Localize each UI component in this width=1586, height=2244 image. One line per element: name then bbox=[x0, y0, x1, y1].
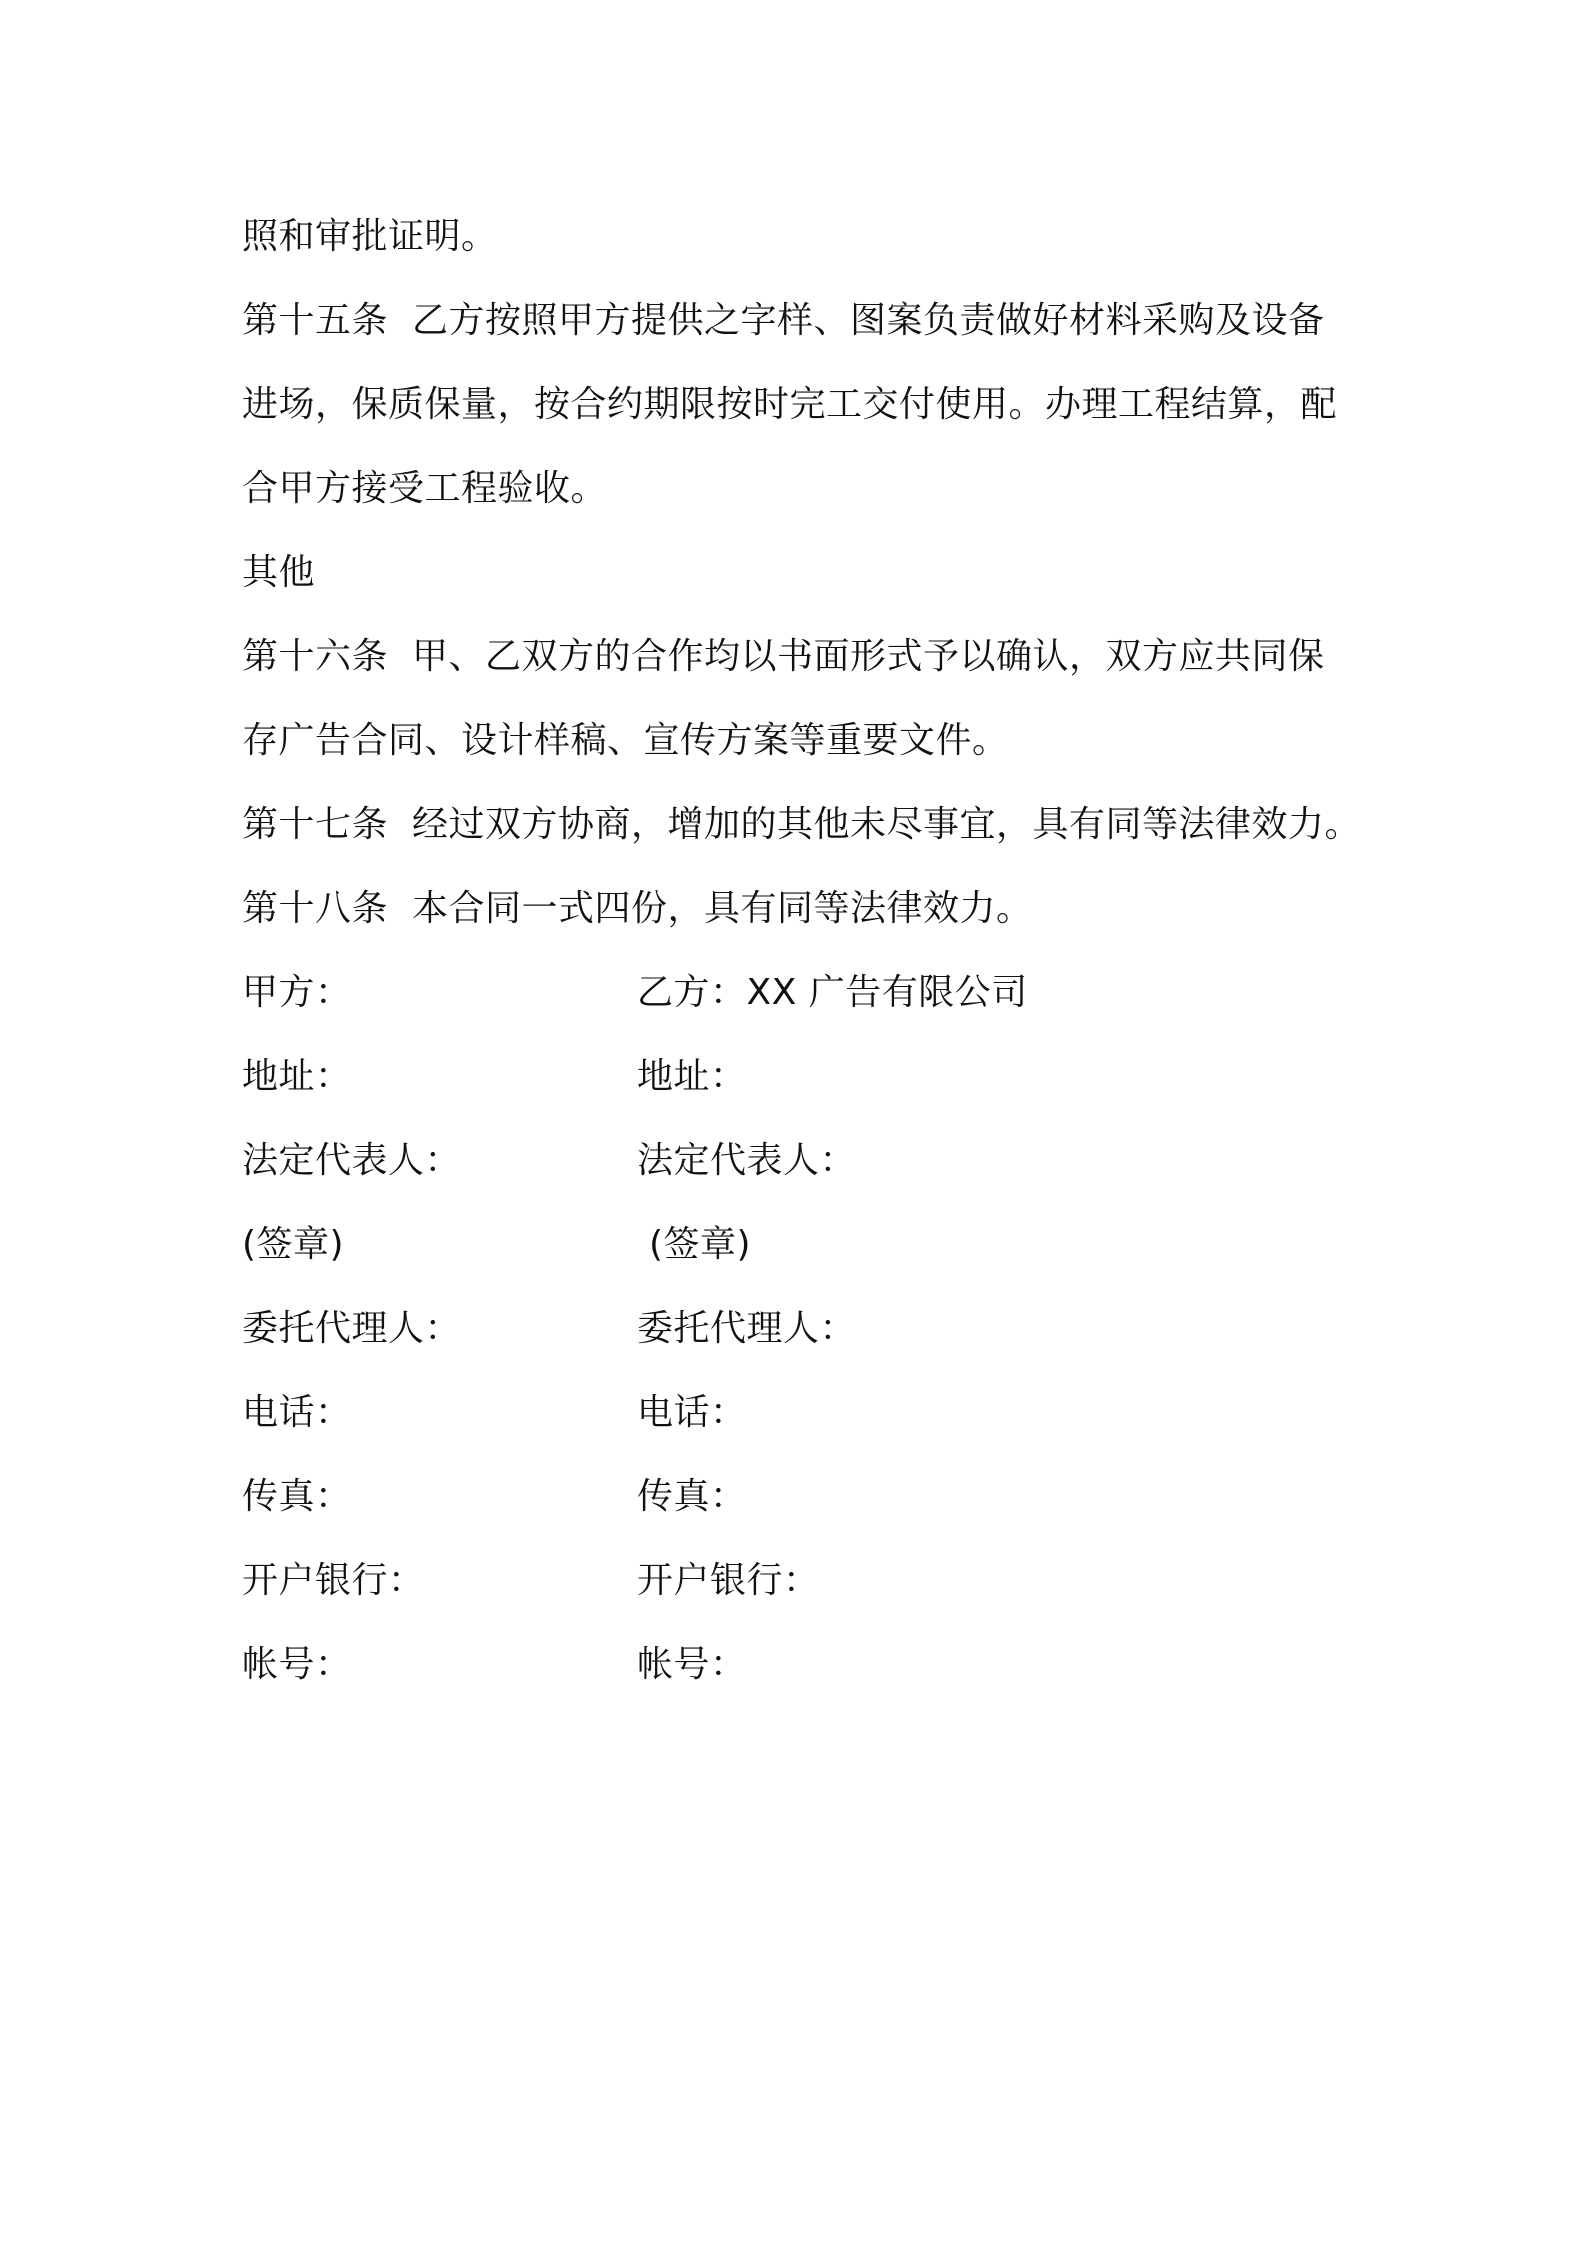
article-15-text-1: 乙方按照甲方提供之字样、图案负责做好材料采购及设备 bbox=[412, 300, 1325, 341]
article-15-number: 第十五条 bbox=[242, 300, 389, 341]
party-a-address: 地址： bbox=[242, 1056, 352, 1097]
party-b-bank: 开户银行： bbox=[637, 1560, 820, 1601]
party-b-fax: 传真： bbox=[637, 1476, 747, 1517]
article-15-line-2: 进场，保质保量，按合约期限按时完工交付使用。办理工程结算，配 bbox=[242, 384, 1338, 425]
signature-row-party bbox=[242, 951, 1382, 1035]
party-a-label: 甲方： bbox=[242, 972, 352, 1013]
signature-row-agent bbox=[242, 1287, 1382, 1371]
party-a-account: 帐号： bbox=[242, 1644, 352, 1685]
document-body bbox=[242, 195, 1382, 1707]
article-16-line-2: 存广告合同、设计样稿、宣传方案等重要文件。 bbox=[242, 720, 1009, 761]
article-16-line-1 bbox=[242, 615, 1382, 699]
party-a-fax: 传真： bbox=[242, 1476, 352, 1517]
article-18-text: 本合同一式四份，具有同等法律效力。 bbox=[412, 888, 1033, 929]
signature-row-seal bbox=[242, 1203, 1382, 1287]
article-16-text-1: 甲、乙双方的合作均以书面形式予以确认，双方应共同保 bbox=[412, 636, 1325, 677]
party-b-seal: (签章) bbox=[637, 1224, 752, 1265]
signature-row-legal-rep bbox=[242, 1119, 1382, 1203]
signature-row-fax bbox=[242, 1455, 1382, 1539]
party-a-bank: 开户银行： bbox=[242, 1560, 425, 1601]
signature-row-account bbox=[242, 1623, 1382, 1707]
signature-row-phone bbox=[242, 1371, 1382, 1455]
article-17-text: 经过双方协商，增加的其他未尽事宜，具有同等法律效力。 bbox=[412, 804, 1362, 845]
party-a-seal: (签章) bbox=[242, 1224, 345, 1265]
party-b-phone: 电话： bbox=[637, 1392, 747, 1433]
party-a-agent: 委托代理人： bbox=[242, 1308, 462, 1349]
article-17-number: 第十七条 bbox=[242, 804, 389, 845]
article-16-number: 第十六条 bbox=[242, 636, 389, 677]
article-15-line-1 bbox=[242, 279, 1382, 363]
party-a-phone: 电话： bbox=[242, 1392, 352, 1433]
article-15-line-3: 合甲方接受工程验收。 bbox=[242, 468, 608, 509]
signature-row-address bbox=[242, 1035, 1382, 1119]
article-18-number: 第十八条 bbox=[242, 888, 389, 929]
party-b-label: 乙方：XX 广告有限公司 bbox=[637, 972, 1028, 1013]
signature-row-bank bbox=[242, 1539, 1382, 1623]
article-18 bbox=[242, 867, 1382, 951]
party-b-legal-rep: 法定代表人： bbox=[637, 1140, 857, 1181]
paragraph-continuation: 照和审批证明。 bbox=[242, 216, 498, 257]
section-heading-other: 其他 bbox=[242, 552, 316, 593]
party-a-legal-rep: 法定代表人： bbox=[242, 1140, 462, 1181]
party-b-address: 地址： bbox=[637, 1056, 747, 1097]
party-b-account: 帐号： bbox=[637, 1644, 747, 1685]
article-17 bbox=[242, 783, 1382, 867]
signature-block bbox=[242, 951, 1382, 1707]
party-b-agent: 委托代理人： bbox=[637, 1308, 857, 1349]
